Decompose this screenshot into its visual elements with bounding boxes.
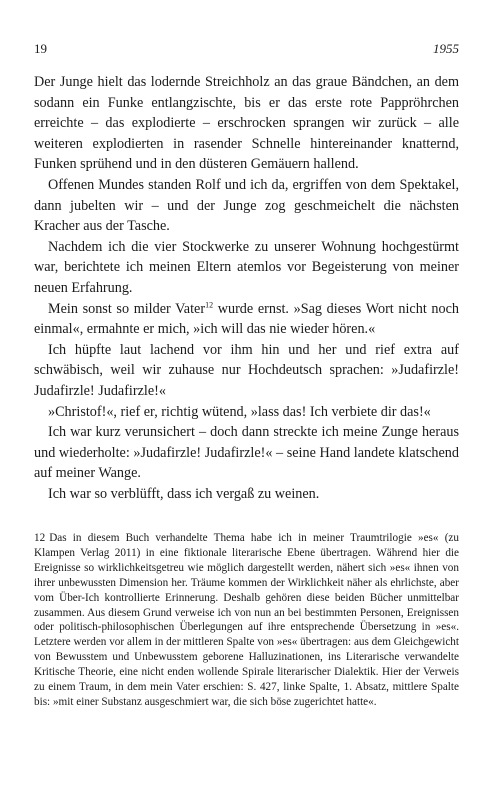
footnotes [34, 531, 459, 710]
footnote-text: Das in diesem Buch verhandelte Thema habe ich in meiner Traumtrilogie »es« (zu Klampen Verlag 2011) in eine fiktionale literarische Ebene übertragen. Während hier die Ereignisse so wirklichkeitsgetreu wie möglich dargestellt werden, nähert sich »es« ihnen von ihrer unbewussten Dimension her. Träume kommen der Wirklichkeit näher als ehrlichste, aber vom Über-Ich kontrollierte Erinnerung. Deshalb gehören diese beiden Bücher unmittelbar zusammen. Aus diesem Grund verweise ich von nun an bei bestimmten Personen, Ereignissen oder politisch-philosophischen Überlegungen auf ihre entsprechende Übersetzung in »es«. Letztere werden vor allem in der mittleren Spalte von »es« übertragen: aus dem Gleichgewicht von Bewusstem und Unbewusstem geborene Halluzinationen, ins Literarische verwandelte Kritische Theorie, eine nicht enden wollende Spirale literarischer Dialektik. Hier der Verweis zu einem Traum, in dem mein Vater erschien: S. 427, linke Spalte, 1. Absatz, mittlere Spalte bis: »mit einer Substanz ausgeschmiert war, die sich böse zugerichtet hatte«. [34, 532, 459, 708]
footnote-reference: 12 [205, 299, 214, 309]
paragraph-4-end: wurde ernst. »Sag dieses Wort nicht noch einmal«, ermahnte er mich, »ich will das nie wieder hören.« [34, 300, 459, 338]
paragraph-4 [34, 299, 459, 340]
page-number: 19 [34, 41, 47, 56]
paragraph-1: Der Junge hielt das lodernde Streichholz an das graue Bändchen, an dem sodann ein Funke entlangzischte, bis er das erste rote Pappröhrchen erreichte – das explodierte – erschrocken sprangen wir zurück – alle weiteren explodierten in rasender Schnelle hintereinander knatternd, Funken sprühend und in den düsteren Gemäuern hallend. [34, 74, 459, 173]
paragraph-6: »Christof!«, rief er, richtig wütend, »lass das! Ich verbiete dir das!« [48, 403, 431, 420]
paragraph-4-start: Mein sonst so milder Vater [48, 300, 206, 317]
footnote-number: 12 [34, 532, 46, 544]
paragraph-3: Nachdem ich die vier Stockwerke zu unserer Wohnung hochgestürmt war, berichtete ich meinen Eltern atemlos vor Begeisterung von meiner neuen Erfahrung. [34, 238, 459, 296]
paragraph-2: Offenen Mundes standen Rolf und ich da, ergriffen von dem Spektakel, dann jubelten wir – und der Junge zog geschmeichelt die nächsten Kracher aus der Tasche. [34, 176, 459, 235]
paragraph-7: Ich war kurz verunsichert – doch dann streckte ich meine Zunge heraus und wiederholte: »Judafirzle! Judafirzle!« – seine Hand landete klatschend auf meiner Wange. [34, 424, 459, 482]
paragraph-8: Ich war so verblüfft, dass ich vergaß zu weinen. [48, 485, 320, 502]
main-text [34, 72, 459, 504]
running-title: 1955 [433, 41, 459, 56]
footnote-12 [34, 531, 459, 710]
paragraph-5: Ich hüpfte laut lachend vor ihm hin und her und rief extra auf schwäbisch, weil wir zuhause nur Hochdeutsch sprachen: »Judafirzle! Judafirzle! Judafirzle!« [34, 341, 459, 399]
